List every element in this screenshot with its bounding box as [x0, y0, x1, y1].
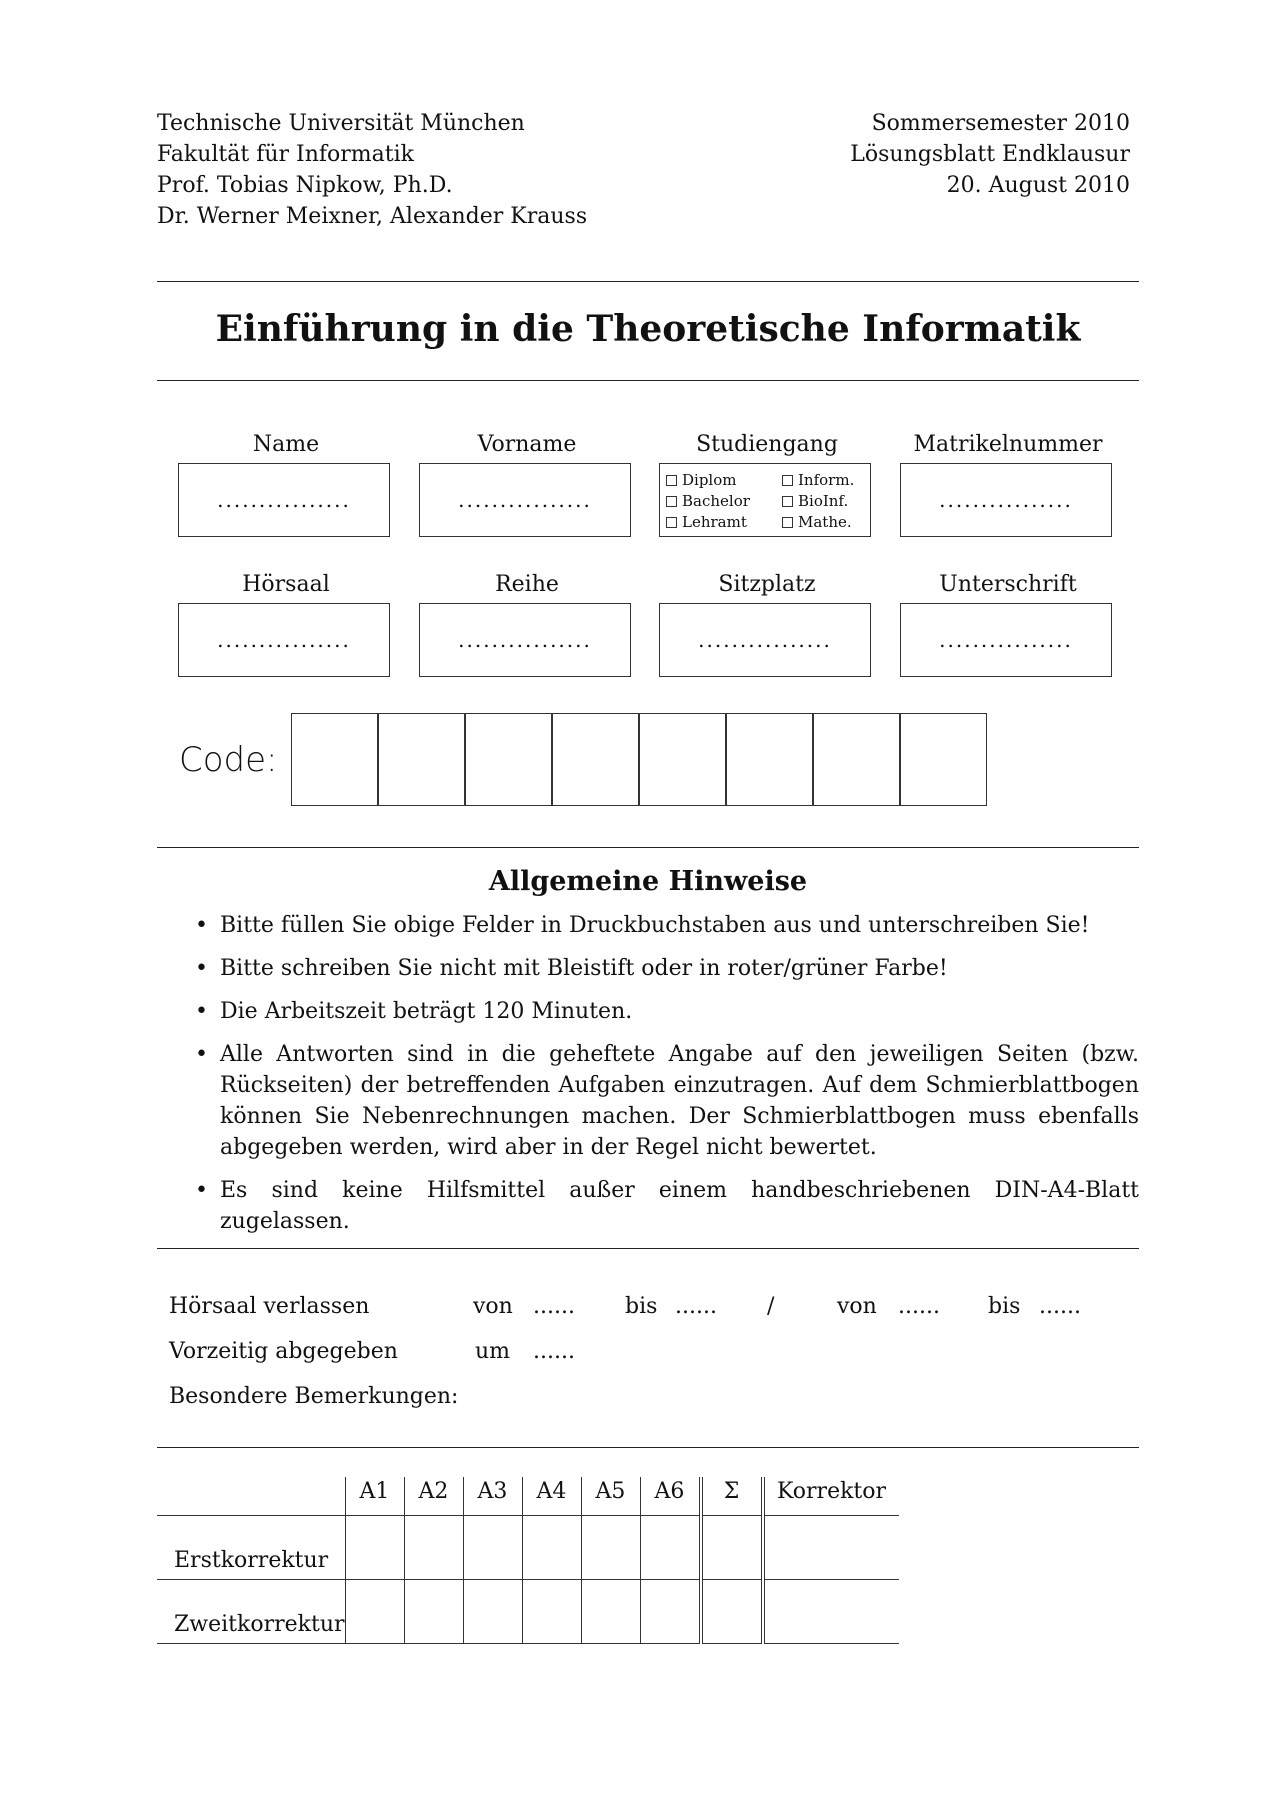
- code-cell[interactable]: [378, 713, 465, 806]
- sitzplatz-field[interactable]: [659, 603, 871, 677]
- bis-time-1[interactable]: ......: [675, 1294, 717, 1319]
- divider: [157, 1447, 1139, 1448]
- hints-list: [195, 910, 1139, 1249]
- hint-item: • Die Arbeitszeit beträgt 120 Minuten.: [195, 996, 1139, 1027]
- studiengang-options: [666, 470, 872, 533]
- table-row: [157, 1516, 899, 1580]
- hint-item: • Es sind keine Hilfsmittel außer einem handbeschriebenen DIN-A4-Blatt zugelassen.: [195, 1175, 1139, 1237]
- header-left: [157, 108, 587, 232]
- grade-cell[interactable]: [345, 1580, 404, 1644]
- checkbox-icon[interactable]: [782, 517, 793, 528]
- document-type: Lösungsblatt Endklausur: [850, 142, 1130, 167]
- grade-cell[interactable]: [463, 1516, 522, 1580]
- option-lehramt[interactable]: Lehramt: [666, 512, 782, 533]
- reihe-label: Reihe: [495, 572, 559, 597]
- bis-label-2: bis: [988, 1294, 1021, 1319]
- divider: [157, 847, 1139, 848]
- hint-item: • Bitte füllen Sie obige Felder in Druckbuchstaben aus und unterschreiben Sie!: [195, 910, 1139, 941]
- option-inform[interactable]: Inform.: [782, 470, 872, 491]
- sitzplatz-label: Sitzplatz: [718, 572, 816, 597]
- code-cell[interactable]: [813, 713, 900, 806]
- option-bioinf[interactable]: BioInf.: [782, 491, 872, 512]
- grade-cell[interactable]: [763, 1580, 899, 1644]
- hint-item: • Bitte schreiben Sie nicht mit Bleistift oder in roter/grüner Farbe!: [195, 953, 1139, 984]
- assistants-names: Dr. Werner Meixner, Alexander Krauss: [157, 204, 588, 229]
- bis-time-2[interactable]: ......: [1039, 1294, 1081, 1319]
- grade-table: [157, 1477, 899, 1644]
- hoersaal-verlassen-label: Hörsaal verlassen: [169, 1294, 370, 1319]
- von-time-2[interactable]: ......: [898, 1294, 940, 1319]
- page-title: Einführung in die Theoretische Informatik: [215, 308, 1081, 350]
- grade-cell[interactable]: [640, 1516, 701, 1580]
- option-mathe[interactable]: Mathe.: [782, 512, 872, 533]
- table-row: [157, 1580, 899, 1644]
- grade-cell[interactable]: [345, 1516, 404, 1580]
- empty-corner: [157, 1477, 345, 1516]
- col-korrektor: Korrektor: [763, 1477, 899, 1516]
- university-name: Technische Universität München: [157, 111, 525, 136]
- unterschrift-field[interactable]: [900, 603, 1112, 677]
- code-label: Code:: [179, 740, 278, 780]
- hint-item: • Alle Antworten sind in die geheftete Angabe auf den jeweiligen Seiten (bzw. Rückseiten) der betreffenden Aufgaben einzutragen. Auf dem Schmierblattbogen können Sie Nebenrechnungen machen. Der Schmierblattbogen muss ebenfalls abgegeben werden, wird aber in der Regel nicht bewertet.: [195, 1039, 1139, 1163]
- code-cell[interactable]: [465, 713, 552, 806]
- col-a5: A5: [581, 1477, 640, 1516]
- semester: Sommersemester 2010: [871, 111, 1130, 136]
- grade-cell[interactable]: [640, 1580, 701, 1644]
- code-cell[interactable]: [726, 713, 813, 806]
- matrikelnummer-field[interactable]: [900, 463, 1112, 537]
- grade-cell[interactable]: [701, 1516, 763, 1580]
- divider: [157, 281, 1139, 282]
- vorname-label: Vorname: [477, 432, 577, 457]
- grade-cell[interactable]: [581, 1516, 640, 1580]
- divider: [157, 1248, 1139, 1249]
- unterschrift-label: Unterschrift: [939, 572, 1077, 597]
- code-cell[interactable]: [639, 713, 726, 806]
- professor-name: Prof. Tobias Nipkow, Ph.D.: [157, 173, 453, 198]
- exam-date: 20. August 2010: [946, 173, 1130, 198]
- col-a1: A1: [345, 1477, 404, 1516]
- matrikelnummer-label: Matrikelnummer: [913, 432, 1103, 457]
- studiengang-label: Studiengang: [696, 432, 838, 457]
- grade-cell[interactable]: [763, 1516, 899, 1580]
- divider: [157, 380, 1139, 381]
- hoersaal-field[interactable]: [178, 603, 390, 677]
- row-zweitkorrektur: Zweitkorrektur: [157, 1580, 345, 1644]
- reihe-placeholder: ................: [458, 628, 592, 652]
- grade-cell[interactable]: [463, 1580, 522, 1644]
- option-diplom[interactable]: Diplom: [666, 470, 782, 491]
- besondere-bemerkungen-label: Besondere Bemerkungen:: [169, 1384, 459, 1409]
- grade-cell[interactable]: [522, 1580, 581, 1644]
- hoersaal-label: Hörsaal: [242, 572, 330, 597]
- um-time[interactable]: ......: [533, 1339, 575, 1364]
- hoersaal-placeholder: ................: [217, 628, 351, 652]
- unterschrift-placeholder: ................: [939, 628, 1073, 652]
- checkbox-icon[interactable]: [666, 517, 677, 528]
- code-cell[interactable]: [291, 713, 378, 806]
- grade-cell[interactable]: [701, 1580, 763, 1644]
- name-placeholder: ................: [217, 488, 351, 512]
- vorname-field[interactable]: [419, 463, 631, 537]
- checkbox-icon[interactable]: [666, 496, 677, 507]
- grade-header-row: [157, 1477, 899, 1516]
- checkbox-icon[interactable]: [782, 496, 793, 507]
- col-a6: A6: [640, 1477, 701, 1516]
- bis-label: bis: [625, 1294, 658, 1319]
- slash-separator: /: [767, 1294, 775, 1319]
- matrikelnummer-placeholder: ................: [939, 488, 1073, 512]
- vorzeitig-abgegeben-label: Vorzeitig abgegeben: [169, 1339, 398, 1364]
- option-bachelor[interactable]: Bachelor: [666, 491, 782, 512]
- checkbox-icon[interactable]: [666, 475, 677, 486]
- sitzplatz-placeholder: ................: [698, 628, 832, 652]
- col-sum: Σ: [701, 1477, 763, 1516]
- col-a4: A4: [522, 1477, 581, 1516]
- studiengang-field: [659, 463, 871, 537]
- name-label: Name: [252, 432, 320, 457]
- col-a3: A3: [463, 1477, 522, 1516]
- um-label: um: [475, 1339, 511, 1364]
- code-cell[interactable]: [552, 713, 639, 806]
- header-right: [850, 108, 1130, 201]
- checkbox-icon[interactable]: [782, 475, 793, 486]
- vorname-placeholder: ................: [458, 488, 592, 512]
- grade-cell[interactable]: [404, 1516, 463, 1580]
- grade-cell[interactable]: [581, 1580, 640, 1644]
- von-time-1[interactable]: ......: [533, 1294, 575, 1319]
- grade-cell[interactable]: [522, 1516, 581, 1580]
- von-label: von: [473, 1294, 513, 1319]
- name-field[interactable]: [178, 463, 390, 537]
- reihe-field[interactable]: [419, 603, 631, 677]
- col-a2: A2: [404, 1477, 463, 1516]
- von-label-2: von: [837, 1294, 877, 1319]
- row-erstkorrektur: Erstkorrektur: [157, 1516, 345, 1580]
- faculty-name: Fakultät für Informatik: [157, 142, 414, 167]
- hints-title: Allgemeine Hinweise: [488, 866, 808, 897]
- grade-cell[interactable]: [404, 1580, 463, 1644]
- code-cell[interactable]: [900, 713, 987, 806]
